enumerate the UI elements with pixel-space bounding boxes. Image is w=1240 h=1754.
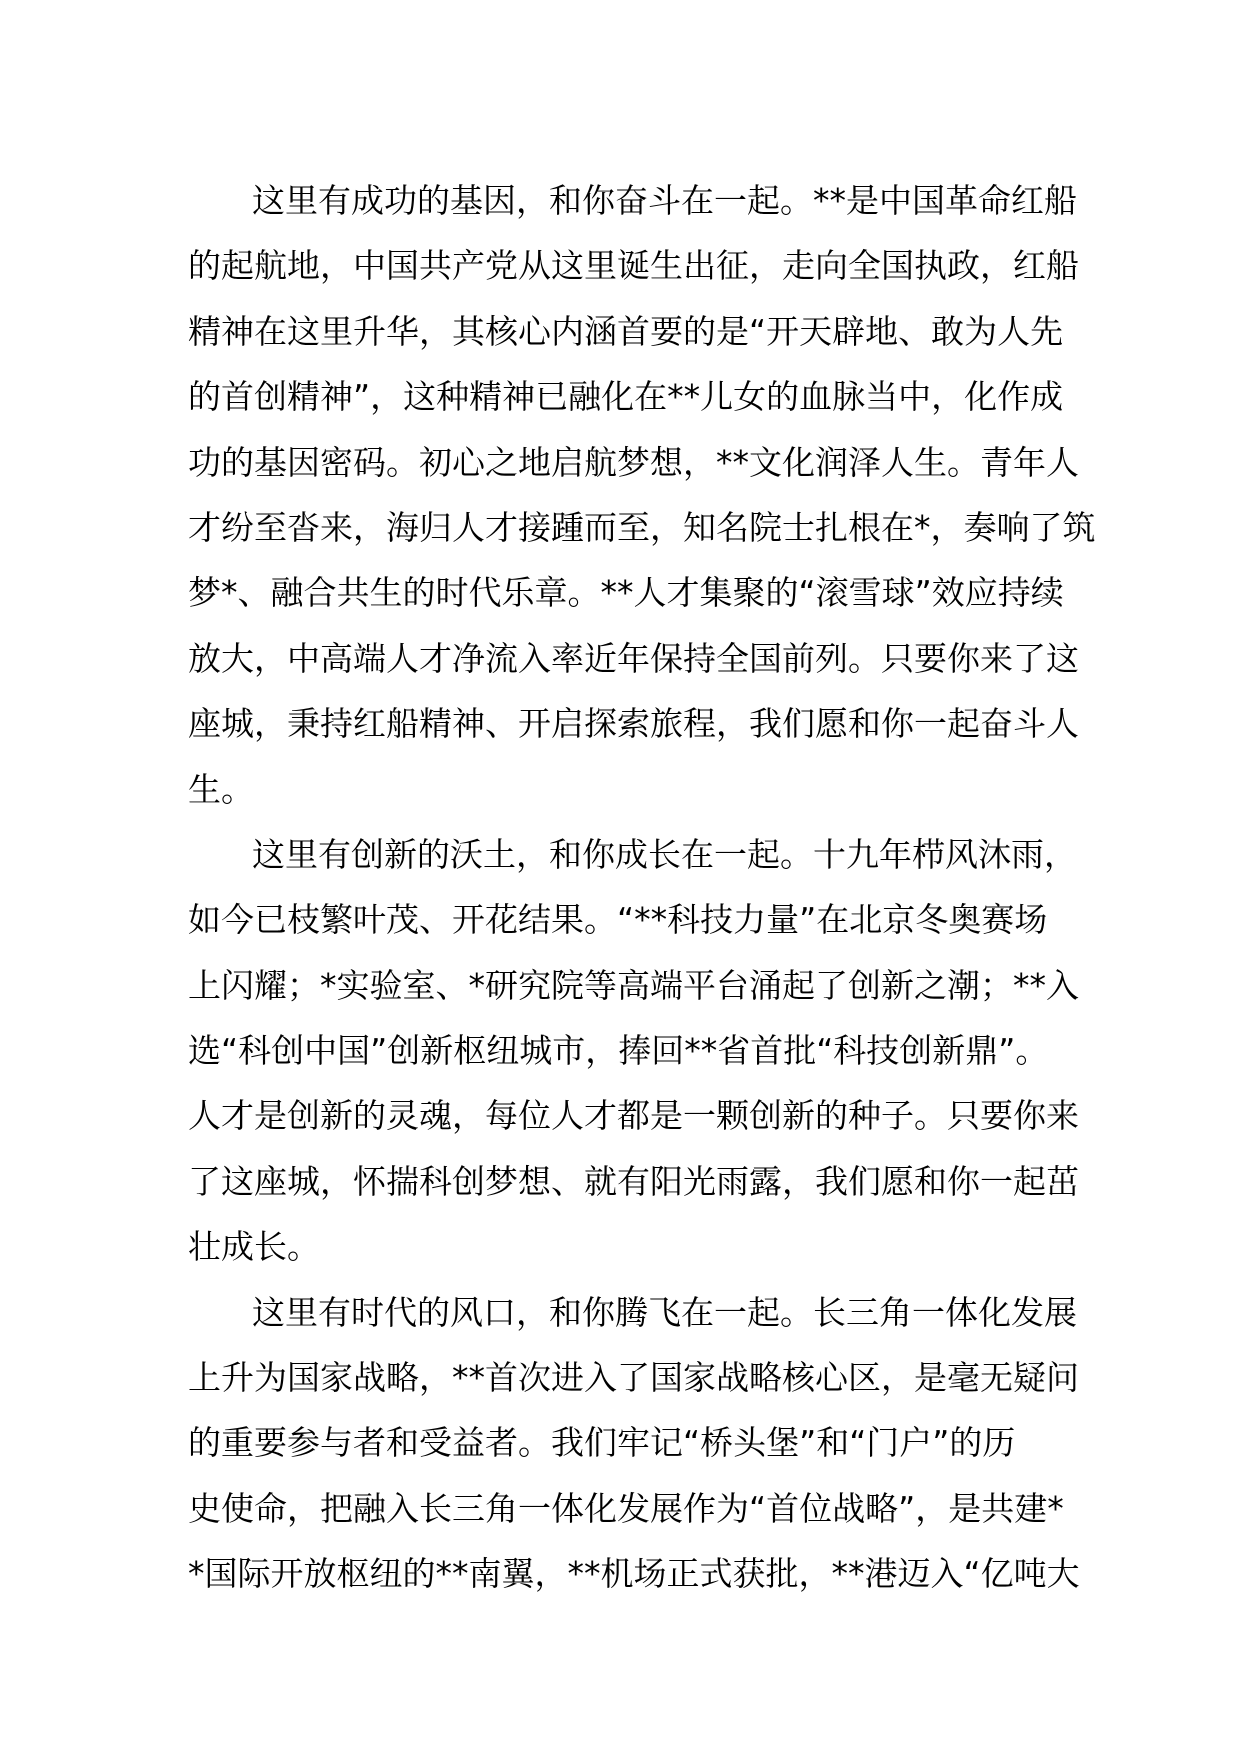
paragraph-line: 上升为国家战略，**首次进入了国家战略核心区，是毫无疑问 [188,1358,1079,1398]
paragraph-line: 这里有成功的基因，和你奋斗在一起。**是中国革命红船 [252,181,1077,220]
paragraph-2 [188,822,1079,1280]
paragraph-line: 的起航地，中国共产党从这里诞生出征，走向全国执政，红船 [188,246,1079,286]
paragraph-line: 壮成长。 [188,1227,320,1267]
paragraph-line: 这里有时代的风口，和你腾飞在一起。长三角一体化发展 [252,1292,1077,1332]
paragraph-line: 梦*、融合共生的时代乐章。**人才集聚的“滚雪球”效应持续 [188,573,1064,613]
paragraph-line: 才纷至沓来，海归人才接踵而至，知名院士扎根在*，奏响了筑 [188,507,1096,547]
paragraph-line: 这里有创新的沃土，和你成长在一起。十九年栉风沐雨， [252,834,1077,874]
paragraph-1 [188,168,1096,822]
paragraph-line: 人才是创新的灵魂，每位人才都是一颗创新的种子。只要你来 [188,1096,1079,1136]
paragraph-line: 史使命，把融入长三角一体化发展作为“首位战略”，是共建* [188,1488,1064,1528]
document-body [188,168,1096,1607]
paragraph-line: 放大，中高端人才净流入率近年保持全国前列。只要你来了这 [188,638,1079,678]
paragraph-line: 上闪耀；*实验室、*研究院等高端平台涌起了创新之潮；**入 [188,965,1079,1005]
paragraph-line: 的首创精神”，这种精神已融化在**儿女的血脉当中，化作成 [188,377,1064,417]
paragraph-line: 的重要参与者和受益者。我们牢记“桥头堡”和“门户”的历 [188,1423,1016,1463]
paragraph-line: 了这座城，怀揣科创梦想、就有阳光雨露，我们愿和你一起茁 [188,1161,1079,1201]
paragraph-line: 生。 [188,769,254,809]
paragraph-line: 如今已枝繁叶茂、开花结果。“**科技力量”在北京冬奥赛场 [188,900,1048,940]
paragraph-line: 座城，秉持红船精神、开启探索旅程，我们愿和你一起奋斗人 [188,704,1079,744]
paragraph-line: 功的基因密码。初心之地启航梦想，**文化润泽人生。青年人 [188,442,1079,482]
paragraph-line: 选“科创中国”创新枢纽城市，捧回**省首批“科技创新鼎”。 [188,1031,1049,1071]
paragraph-3 [188,1280,1080,1607]
paragraph-line: 精神在这里升华，其核心内涵首要的是“开天辟地、敢为人先 [188,311,1064,351]
paragraph-line: *国际开放枢纽的**南翼，**机场正式获批，**港迈入“亿吨大 [188,1554,1080,1594]
